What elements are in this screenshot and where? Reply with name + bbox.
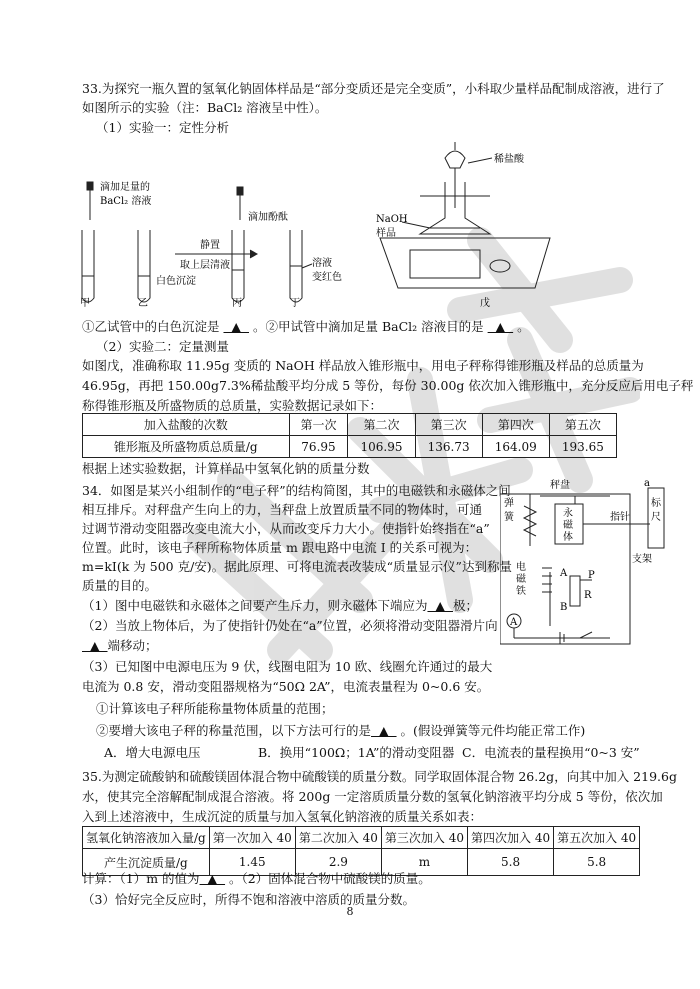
q33-after: 根据上述实验数据，计算样品中氢氧化钠的质量分数 <box>82 461 370 476</box>
fig-settle: 静置 <box>200 240 220 251</box>
table-cell: 164.09 <box>482 436 549 458</box>
table-cell: 136.73 <box>415 436 482 458</box>
label-bing: 丙 <box>232 298 242 309</box>
q33-exp1: （1）实验一：定性分析 <box>96 120 229 135</box>
table-cell: m <box>381 849 467 876</box>
q34-l2: 相互排斥。对秤盘产生向上的力，当秤盘上放置质量不同的物体时，可通 <box>82 502 483 517</box>
table-cell: 第三次加入 40 <box>381 827 467 849</box>
table-row <box>83 414 617 436</box>
q33-line2: 如图所示的实验（注：BaCl₂ 溶液呈中性）。 <box>82 100 328 115</box>
fig-scale-2: 尺 <box>651 512 661 523</box>
fig-P: P <box>588 570 595 581</box>
q34-opt-c: C．电流表的量程换用“0~3 安” <box>462 745 640 760</box>
q34-s3c: ①计算该电子秤所能称量物体质量的范围； <box>96 701 334 716</box>
q35-table <box>82 826 640 876</box>
fig-a: a <box>644 478 650 489</box>
fig-add-phenol: 滴加酚酞 <box>248 212 288 223</box>
table-cell: 第四次加入 40 <box>468 827 554 849</box>
q34-s1: （1）图中电磁铁和永磁体之间要产生斥力，则永磁体下端应为 ▲ 极； <box>82 598 478 613</box>
fig-turns-red-2: 变红色 <box>312 272 342 283</box>
table-cell: 氢氧化钠溶液加入量/g <box>83 827 210 849</box>
label-ding: 丁 <box>290 298 300 309</box>
q33-line1: 33.为探究一瓶久置的氢氧化钠固体样品是“部分变质还是完全变质”，小科取少量样品配制成溶液，进行了 <box>82 81 665 96</box>
q33-figure <box>80 138 620 310</box>
q34-s2b: ▲ 端移动； <box>82 638 158 653</box>
q35-l3: 入到上述溶液中，生成沉淀的质量与加入氢氧化钠溶液的质量关系如表： <box>82 809 483 824</box>
table-cell: 锥形瓶及所盛物质总质量/g <box>83 436 290 458</box>
fig-naoh-1: NaOH <box>376 214 408 225</box>
fig-support: 支架 <box>632 554 652 565</box>
fig-turns-red-1: 溶液 <box>312 258 332 269</box>
fig-perm-2: 磁 <box>563 520 573 531</box>
q34-figure <box>500 476 670 648</box>
fig-spring-1: 弹 <box>504 498 514 509</box>
fig-add-bacl2-1: 滴加足量的 <box>100 182 150 193</box>
table-cell: 第五次加入 40 <box>554 827 640 849</box>
table-row <box>83 436 617 458</box>
fig-pointer: 指针 <box>610 512 630 523</box>
table-cell: 5.8 <box>554 849 640 876</box>
fig-hcl: 稀盐酸 <box>494 154 524 165</box>
fig-add-bacl2-2: BaCl₂ 溶液 <box>100 196 152 207</box>
q34-l4: 位置。此时，该电子秤所称物体质量 m 跟电路中电流 I 的关系可视为： <box>82 540 478 555</box>
q34-s3a: （3）已知图中电源电压为 9 伏，线圈电阻为 10 欧、线圈允许通过的最大 <box>82 659 493 674</box>
q34-opt-a: A．增大电源电压 <box>104 745 201 760</box>
q34-s3d: ②要增大该电子秤的称量范围，以下方法可行的是 ▲ 。(假设弹簧等元件均能正常工作) <box>96 723 586 738</box>
fig-ammeter: A <box>510 617 518 628</box>
table-cell: 第一次加入 40 <box>209 827 295 849</box>
table-cell: 产生沉淀质量/g <box>83 849 210 876</box>
q33-table <box>82 413 617 458</box>
label-wu: 戊 <box>480 298 490 309</box>
fig-B: B <box>560 602 568 613</box>
fig-perm-3: 体 <box>563 532 573 543</box>
page-number: 8 <box>346 905 354 918</box>
table-cell: 第一次 <box>289 414 348 436</box>
q35-l2: 水，使其完全溶解配制成混合溶液。将 200g 一定溶质质量分数的氢氧化钠溶液平均分成 5 等份，依次加 <box>82 789 663 804</box>
label-jia: 甲 <box>80 298 90 309</box>
q35-c1: 计算：（1）m 的值为 ▲ 。（2）固体混合物中硫酸镁的质量。 <box>82 871 431 886</box>
table-cell: 第二次 <box>348 414 415 436</box>
table-cell: 106.95 <box>348 436 415 458</box>
q34-s3b: 电流为 0.8 安，滑动变阻器规格为“50Ω 2A”，电流表量程为 0~0.6 安。 <box>82 679 490 694</box>
fig-scale-1: 标 <box>651 498 661 509</box>
table-cell: 193.65 <box>549 436 616 458</box>
table-cell: 第四次 <box>482 414 549 436</box>
fig-R: R <box>584 590 592 601</box>
fig-pan: 秤盘 <box>550 480 570 491</box>
table-cell: 加入盐酸的次数 <box>83 414 290 436</box>
q35-c2: （3）恰好完全反应时，所得不饱和溶液中溶质的质量分数。 <box>82 892 415 907</box>
q33-p2: 46.95g，再把 150.00g7.3%稀盐酸平均分成 5 等份，每份 30.00g 依次加入锥形瓶中，充分反应后用电子秤 <box>82 378 694 393</box>
fig-A: A <box>560 568 568 579</box>
fig-perm-1: 永 <box>563 508 573 519</box>
q34-s2: （2）当放上物体后，为了使指针仍处在“a”位置，必须将滑动变阻器滑片向 <box>82 618 498 633</box>
q33-p1: 如图戊，准确称取 11.95g 变质的 NaOH 样品放入锥形瓶中，用电子秤称得锥形瓶及样品的总质量为 <box>82 358 644 373</box>
fig-em-1: 电 <box>516 562 526 573</box>
q34-opt-b: B．换用“100Ω；1A”的滑动变阻器 <box>258 745 455 760</box>
table-cell: 1.45 <box>209 849 295 876</box>
table-cell: 76.95 <box>289 436 348 458</box>
fig-spring-2: 簧 <box>504 512 514 523</box>
q33-exp2: （2）实验二：定量测量 <box>96 339 229 354</box>
fig-take-clear: 取上层清液 <box>180 260 230 271</box>
fig-naoh-2: 样品 <box>376 228 396 239</box>
label-yi: 乙 <box>138 298 148 309</box>
fig-em-3: 铁 <box>516 586 526 597</box>
q33-q1: ①乙试管中的白色沉淀是 ▲ 。②甲试管中滴加足量 BaCl₂ 溶液目的是 ▲ 。 <box>82 319 530 334</box>
q33-p3: 称得锥形瓶及所盛物质的总质量，实验数据记录如下： <box>82 398 383 413</box>
q34-l5: m=kI(k 为 500 克/安)。据此原理、可将电流表改装成“质量显示仪”达到称量 <box>82 559 512 574</box>
fig-white-ppt: 白色沉淀 <box>156 276 196 287</box>
fig-em-2: 磁 <box>516 574 526 585</box>
q35-l1: 35.为测定硫酸钠和硫酸镁固体混合物中硫酸镁的质量分数。同学取固体混合物 26.2g，向其中加入 219.6g <box>82 769 677 784</box>
table-cell: 第二次加入 40 <box>295 827 381 849</box>
q34-l6: 质量的目的。 <box>82 578 158 593</box>
q34-l3: 过调节滑动变阻器改变电流大小，从而改变斥力大小。使指针始终指在“a” <box>82 521 490 536</box>
table-cell: 2.9 <box>295 849 381 876</box>
table-cell: 5.8 <box>468 849 554 876</box>
table-cell: 第五次 <box>549 414 616 436</box>
table-row <box>83 827 640 849</box>
table-cell: 第三次 <box>415 414 482 436</box>
q34-l1: 34．如图是某兴小组制作的“电子秤”的结构简图，其中的电磁铁和永磁体之间 <box>82 483 511 498</box>
